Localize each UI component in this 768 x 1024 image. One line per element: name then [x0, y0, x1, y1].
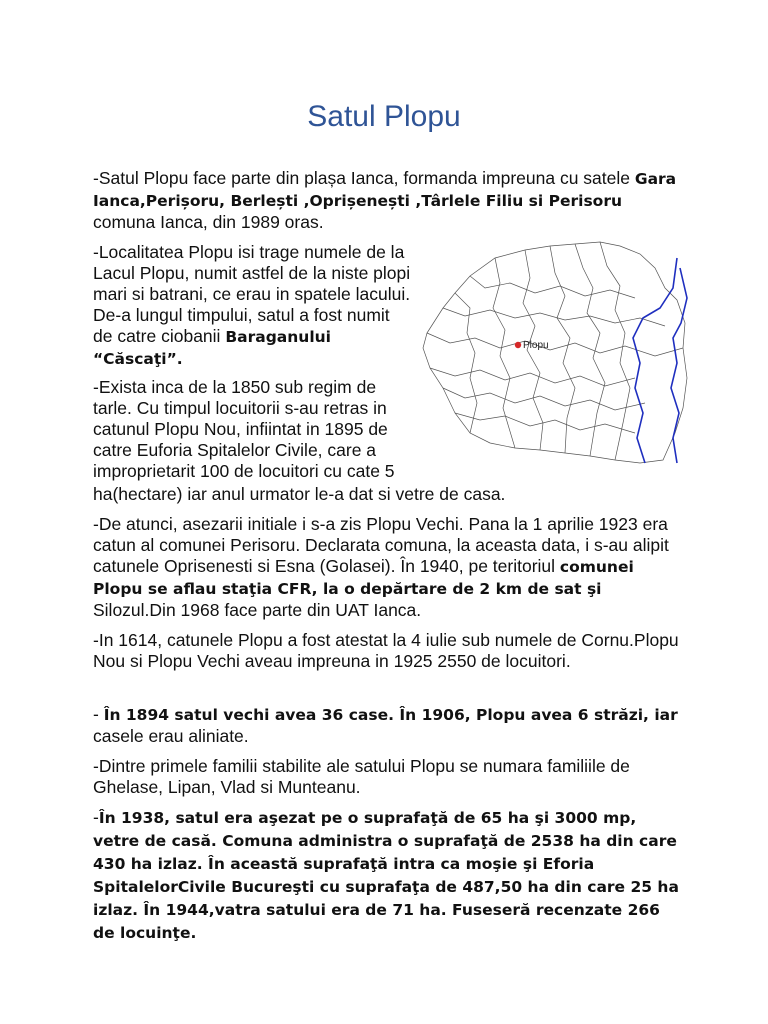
dash-text-1938: - [93, 807, 99, 827]
paragraph-1614: -In 1614, catunele Plopu a fost atestat la 4 iulie sub numele de Cornu.Plopu Nou si Plopu Vechi aveau impreuna in 1925 2550 de locuitori. [93, 630, 679, 671]
region-outline [423, 242, 687, 463]
paragraph-history-1850-a [93, 377, 411, 482]
paragraph-1938 [93, 806, 683, 944]
intro-text: -Satul Plopu face parte din plașa Ianca, formanda impreuna cu satele [93, 168, 635, 188]
region-map-drawing [415, 238, 705, 468]
nickname-text: Baraganului “Căscaţi”. [93, 328, 331, 368]
intro-text-end: comuna Ianca, din 1989 oras. [93, 212, 324, 232]
map-label-plopu: Plopu [523, 340, 549, 351]
river-line-secondary [671, 268, 687, 463]
houses-text: casele erau aliniate. [93, 726, 249, 746]
paragraph-name-origin [93, 242, 411, 370]
paragraph-1894 [93, 704, 683, 747]
page-title: Satul Plopu [307, 100, 461, 133]
paragraph-families: -Dintre primele familii stabilite ale satului Plopu se numara familiile de Ghelase, Lipan, Vlad si Munteanu. [93, 756, 630, 797]
villages-list: Gara Ianca,Perișoru, Berlești ,Oprișenești ,Târlele Filiu si Perisoru [93, 170, 677, 210]
history-1850-text-end: ha(hectare) iar anul urmator le-a dat si vetre de casa. [93, 484, 506, 504]
area-text: În 1938, satul era aşezat pe o suprafaţă de 65 ha şi 3000 mp, vetre de casă. Comuna administra o suprafaţă de 2538 ha din care 430 ha izlaz. În această suprafaţă intra ca moşie şi Eforia SpitalelorCivile Bucureşti cu suprafaţa de 487,50 ha din care 25 ha izlaz. În 1944,vatra satului era de 71 ha. Fuseseră recenzate 266 de locuinţe. [93, 809, 679, 942]
dash-text: - [93, 704, 104, 724]
paragraph-history-1850-b [93, 484, 683, 505]
history-1850-text: -Exista inca de la 1850 sub regim de tarle. Cu timpul locuitorii s-au retras in catunul Plopu Nou, infiintat in 1895 de catre Euforia Spitalelor Civile, care a improprietarit 100 de locuitori cu cate 5 [93, 377, 395, 481]
paragraph-intro [93, 168, 683, 233]
name-origin-text: -Localitatea Plopu isi trage numele de la Lacul Plopu, numit astfel de la niste plopi mari si batrani, ce erau in spatele lacului. De-a lungul timpului, satul a fost numit de catre ciobanii [93, 242, 411, 346]
paragraph-plopu-vechi [93, 514, 683, 621]
siloz-text: Silozul.Din 1968 face parte din UAT Ianca. [93, 600, 422, 620]
plopu-vechi-text: -De atunci, asezarii initiale i s-a zis Plopu Vechi. Pana la 1 aprilie 1923 era catun al comunei Perisoru. Declarata comuna, la aceasta data, i s-au alipit catunele Oprisenesti si Esna (Golasei). În 1940, pe teritoriul [93, 514, 669, 576]
river-line [633, 258, 677, 463]
cfr-station-text: comunei Plopu se aflau staţia CFR, la o depărtare de 2 km de sat şi [93, 558, 634, 598]
region-map [415, 238, 705, 468]
streets-text: În 1894 satul vechi avea 36 case. În 1906, Plopu avea 6 străzi, iar [103, 706, 678, 724]
plopu-location-dot [515, 342, 521, 348]
